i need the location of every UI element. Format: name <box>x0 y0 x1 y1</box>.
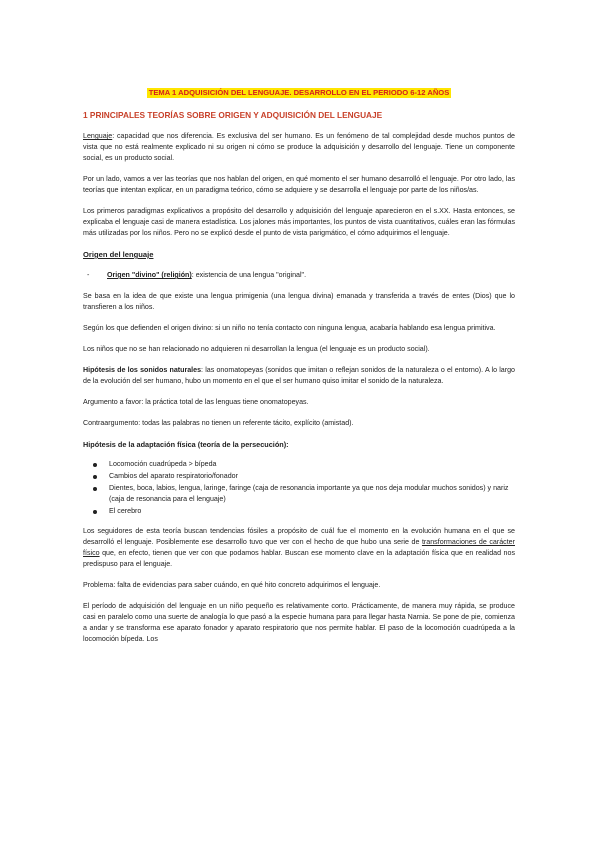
paragraph-problema: Problema: falta de evidencias para saber cuándo, en qué hito concreto adquirimos el lenguaje. <box>83 581 381 589</box>
bullet-dot <box>93 463 97 467</box>
paragraph-lengua-primigenia: Se basa en la idea de que existe una lengua primigenia (una lengua divina) emanada y transferida a través de entes (Dios) que lo transfieren a los niños. <box>83 292 515 311</box>
paragraph-origen-divino: Según los que defienden el origen divino: si un niño no tenía contacto con ninguna lengua, acabaría hablando esa lengua primitiva. <box>83 324 496 332</box>
dash-list-item <box>83 270 515 281</box>
term-transformaciones: transformaciones de carácter físico <box>83 538 515 557</box>
bullet-dot <box>93 475 97 479</box>
bullet-list <box>83 459 515 517</box>
paragraph-sonidos-naturales-text: : las onomatopeyas (sonidos que imitan o reflejan sonidos de la naturaleza o el entorno). A lo largo de la evolución del ser humano, hubo un momento en el que el ser humano quiso imitar el sonido de la naturaleza. <box>83 366 516 385</box>
paragraph-seguidores-end: que, en efecto, tienen que ver con que podamos hablar. Buscan ese momento clave en la adaptación física que en realidad nos predispuso para el lenguaje. <box>83 549 515 568</box>
term-origen-divino: Origen "divino" (religión) <box>107 271 192 279</box>
dash-marker: - <box>87 271 90 279</box>
bullet-text: Dientes, boca, labios, lengua, laringe, faringe (caja de resonancia importante ya que nos deja modular muchos sonidos) y nariz (caja de resonancia para el lenguaje) <box>109 484 509 503</box>
document-title: TEMA 1 ADQUISICIÓN DEL LENGUAJE. DESARROLLO EN EL PERIODO 6-12 AÑOS <box>148 88 450 97</box>
title-wrapper <box>83 82 515 100</box>
paragraph-seguidores <box>83 526 515 570</box>
paragraph-lenguaje-text: : capacidad que nos diferencia. Es exclusiva del ser humano. Es un fenómeno de tal complejidad desde muchos puntos de vista que no está realmente explicado ni su origen ni cómo se produce la adquisición y desarrollo del lenguaje. Tiene un componente social, es un producto social. <box>83 132 515 162</box>
document-content <box>83 82 515 655</box>
bullet-item <box>83 459 515 470</box>
section-heading: 1 PRINCIPALES TEORÍAS SOBRE ORIGEN Y ADQUISICIÓN DEL LENGUAJE <box>83 110 383 120</box>
paragraph-argumento: Argumento a favor: la práctica total de las lenguas tiene onomatopeyas. <box>83 398 309 406</box>
bullet-text: Locomoción cuadrúpeda > bípeda <box>109 460 217 468</box>
bullet-text: El cerebro <box>109 507 142 515</box>
paragraph-periodo-adquisicion: El período de adquisición del lenguaje en un niño pequeño es relativamente corto. Prácticamente, de manera muy rápida, se produce casi en paralelo como una suerte de analogía lo que pasó a la especie humana para para llegar hasta Narnia. Se pone de pie, comienza a andar y se transforma ese aparato fonador y aparato respiratorio que nos permite hablar. El paso de la locomoción cuadrúpeda a la locomoción bípeda. Los <box>83 602 515 643</box>
paragraph-paradigmas: Los primeros paradigmas explicativos a propósito del desarrollo y adquisición del lenguaje aparecieron en el s.XX. Hasta entonces, se explicaba el lenguaje casi de manera estadística. Los jalones más importantes, los puntos de vista cuantitativos, cuáles eran las fórmulas más utilizadas por los niños. Pero no se explicó desde el punto de vista parigmático, el cómo adquirimos el lenguaje. <box>83 207 515 237</box>
paragraph-seguidores-text: Los seguidores de esta teoría buscan tendencias fósiles a propósito de cuál fue el momento en la evolución humana en el que se desarrolló el lenguaje. Posiblemente ese desarrollo tuvo que ver con el hecho de que hubo una serie de <box>83 527 515 546</box>
bullet-dot <box>93 510 97 514</box>
bullet-dot <box>93 487 97 491</box>
bullet-item <box>83 506 515 517</box>
bullet-item <box>83 471 515 482</box>
paragraph-contraargumento: Contraargumento: todas las palabras no tienen un referente tácito, explícito (amistad). <box>83 419 354 427</box>
paragraph-lenguaje <box>83 131 515 164</box>
subheading-adaptacion-fisica: Hipótesis de la adaptación física (teoría de la persecución): <box>83 440 289 449</box>
paragraph-producto-social: Los niños que no se han relacionado no adquieren ni desarrollan la lengua (el lenguaje es un producto social). <box>83 345 430 353</box>
term-sonidos-naturales: Hipótesis de los sonidos naturales <box>83 366 202 374</box>
paragraph-teorias: Por un lado, vamos a ver las teorías que nos hablan del origen, en qué momento el ser humano desarrolló el lenguaje. Por otro lado, las teorías que intentan explicar, en un paradigma teórico, cómo se adquiere y se desarrolla el lenguaje por parte de los niños/as. <box>83 175 515 194</box>
dash-item-text: : existencia de una lengua "original". <box>191 271 307 279</box>
paragraph-sonidos-naturales <box>83 365 515 387</box>
bullet-item <box>83 483 515 505</box>
subheading-origen: Origen del lenguaje <box>83 250 154 259</box>
term-lenguaje: Lenguaje <box>83 132 113 140</box>
bullet-text: Cambios del aparato respiratorio/fonador <box>109 472 238 480</box>
